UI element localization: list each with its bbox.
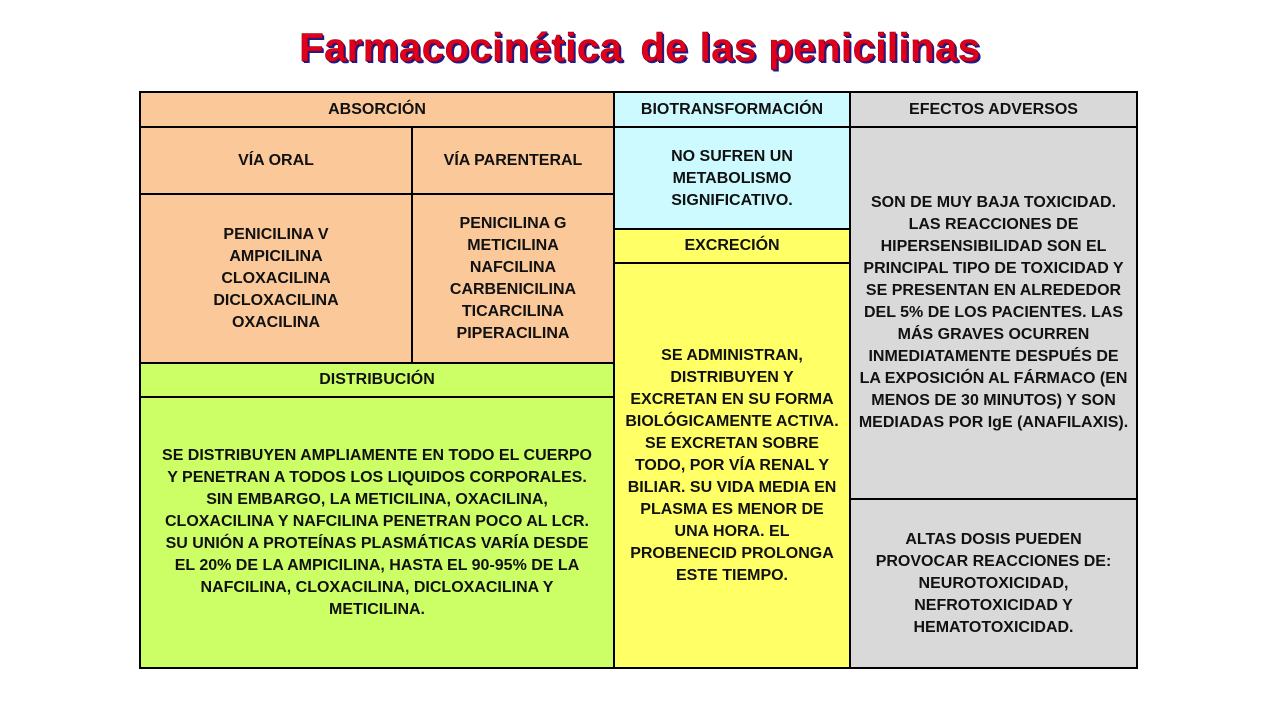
distribucion-text: [139, 396, 615, 669]
drug-item: PENICILINA G: [459, 214, 567, 232]
efectos-adversos-header-label: EFECTOS ADVERSOS: [909, 100, 1078, 118]
slide-title: [0, 26, 1280, 71]
drug-item: PIPERACILINA: [456, 324, 570, 342]
via-oral-label: VÍA ORAL: [238, 151, 314, 169]
drug-item: CLOXACILINA: [221, 269, 331, 287]
title-part-2: de las penicilinas: [640, 26, 981, 70]
efectos-adversos-paragraph-2: ALTAS DOSIS PUEDEN PROVOCAR REACCIONES DE: NEUROTOXICIDAD, NEFROTOXICIDAD Y HEMATOTOXICIDAD.: [875, 530, 1112, 636]
via-parenteral-label: VÍA PARENTERAL: [443, 151, 583, 169]
excrecion-header: [613, 228, 851, 264]
distribucion-header-label: DISTRIBUCIÓN: [319, 371, 435, 388]
distribucion-header: [139, 362, 615, 398]
drug-item: METICILINA: [467, 236, 559, 254]
drug-item: OXACILINA: [232, 313, 320, 331]
excrecion-text: [613, 262, 851, 669]
absorcion-header: [139, 91, 615, 128]
efectos-adversos-text-2: [849, 498, 1138, 669]
title-part-1: Farmacocinética: [299, 26, 623, 70]
via-oral-drug-list: [139, 193, 413, 364]
efectos-adversos-text-1: [849, 126, 1138, 500]
biotransformacion-text: [613, 126, 851, 230]
drug-item: NAFCILINA: [469, 258, 557, 276]
via-oral-header: [139, 126, 413, 195]
biotransformacion-header: [613, 91, 851, 128]
drug-item: TICARCILINA: [461, 302, 565, 320]
efectos-adversos-header: [849, 91, 1138, 128]
biotransformacion-header-label: BIOTRANSFORMACIÓN: [640, 100, 824, 118]
efectos-adversos-paragraph-1: SON DE MUY BAJA TOXICIDAD. LAS REACCIONES DE HIPERSENSIBILIDAD SON EL PRINCIPAL TIPO DE TOXICIDAD Y SE PRESENTAN EN ALREDEDOR DEL 5% DE LOS PACIENTES. LAS MÁS GRAVES OCURREN INMEDIATAMENTE DESPUÉS DE LA EXPOSICIÓN AL FÁRMACO (EN MENOS DE 30 MINUTOS) Y SON MEDIADAS POR IgE (ANAFILAXIS).: [858, 194, 1129, 431]
distribucion-paragraph: SE DISTRIBUYEN AMPLIAMENTE EN TODO EL CUERPO Y PENETRAN A TODOS LOS LIQUIDOS CORPORALES. SIN EMBARGO, LA METICILINA, OXACILINA, CLOXACILINA Y NAFCILINA PENETRAN POCO AL LCR. SU UNIÓN A PROTEÍNAS PLASMÁTICAS VARÍA DESDE EL 20% DE LA AMPICILINA, HASTA EL 90-95% DE LA NAFCILINA, CLOXACILINA, DICLOXACILINA Y METICILINA.: [162, 446, 592, 618]
via-parenteral-drug-list: [411, 193, 615, 364]
drug-item: PENICILINA V: [223, 225, 329, 243]
drug-item: AMPICILINA: [229, 247, 323, 265]
drug-item: CARBENICILINA: [449, 280, 577, 298]
via-parenteral-header: [411, 126, 615, 195]
biotransformacion-paragraph: NO SUFREN UN METABOLISMO SIGNIFICATIVO.: [671, 148, 793, 209]
excrecion-paragraph: SE ADMINISTRAN, DISTRIBUYEN Y EXCRETAN EN SU FORMA BIOLÓGICAMENTE ACTIVA. SE EXCRETAN SOBRE TODO, POR VÍA RENAL Y BILIAR. SU VIDA MEDIA EN PLASMA ES MENOR DE UNA HORA. EL PROBENECID PROLONGA ESTE TIEMPO.: [625, 346, 839, 584]
excrecion-header-label: EXCRECIÓN: [684, 237, 780, 254]
absorcion-header-label: ABSORCIÓN: [328, 100, 426, 118]
drug-item: DICLOXACILINA: [213, 291, 339, 309]
